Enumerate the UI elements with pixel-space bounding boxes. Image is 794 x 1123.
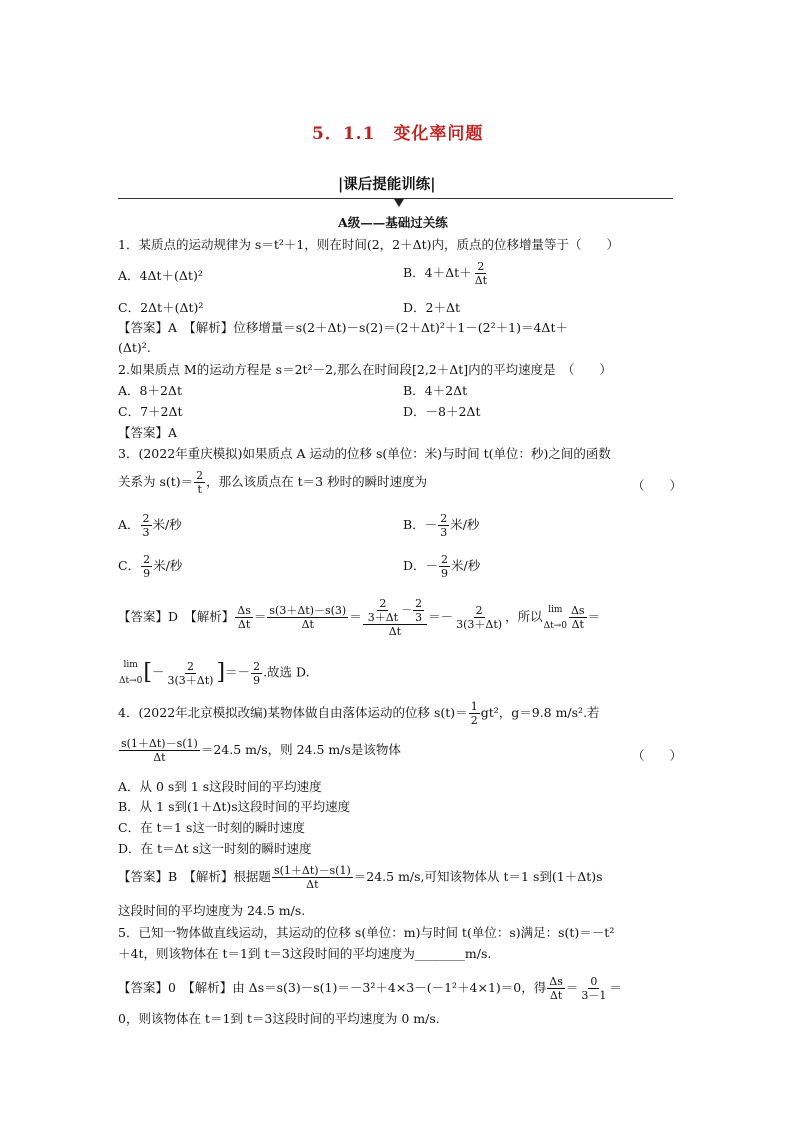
q4-stem-line2: $\frac{s(1+\Delta t)-s(1)}{\Delta t}$ ＝24.5 m/s，则 24.5 m/s是该物体 <box>121 737 401 764</box>
q3-answer-line1: 【答案】D 【解析】 $\frac{\Delta s}{\Delta t}$ ＝ $\frac{s(3+\Delta t)-s(3)}{\Delta t}$ ＝ $\frac{2}{3+\Delta t}$ － $\frac{2}{3}$ Δt ＝－ $\frac{2}{3(3+\Delta t)}$ ，所以 lim Δt→0 $\frac{\Delta s}{\Delta t}$ ＝ <box>118 597 601 638</box>
q4-option-d: D．在 t＝Δt s这一时刻的瞬时速度 <box>118 841 312 856</box>
q4-option-c: C．在 t＝1 s这一时刻的瞬时速度 <box>118 820 305 835</box>
q4-answer-line2: 这段时间的平均速度为 24.5 m/s. <box>118 903 306 918</box>
q3-answer-line2: lim Δt→0 [－ $\frac{2}{3(3+\Delta t)}$ ]＝－ $\frac{2}{9}$ .故选 D. <box>119 659 310 687</box>
q3-option-b: B．－ $\frac{2}{3}$ 米/秒 <box>403 512 480 539</box>
q4-answer-line1: 【答案】B 【解析】根据题 $\frac{s(1+\Delta t)-s(1)}{\Delta t}$ ＝24.5 m/s,可知该物体从 t＝1 s到(1＋Δt)s <box>118 864 603 891</box>
q5-answer-line2: 0，则该物体在 t＝1到 t＝3这段时间的平均速度为 0 m/s. <box>118 1011 440 1026</box>
q3-option-a: A． $\frac{2}{3}$ 米/秒 <box>118 512 182 539</box>
q3-stem-line2: 关系为 s(t)＝ $\frac{2}{t}$ ，那么该质点在 t＝3 秒时的瞬时速度为 <box>118 469 428 496</box>
page-title: 5．1.1 变化率问题 <box>312 124 484 144</box>
q1-option-c: C．2Δt＋(Δt)² <box>118 300 204 315</box>
q5-stem-line2: ＋4t，则该物体在 t＝1到 t＝3这段时间的平均速度为________m/s. <box>118 946 492 961</box>
q2-option-d: D．－8＋2Δt <box>403 404 481 419</box>
q5-answer-line1: 【答案】0 【解析】由 Δs＝s(3)－s(1)＝－3²＋4×3－(－1²＋4×1)＝0，得 $\frac{\Delta s}{\Delta t}$ ＝ $\frac{0}{3-1}$ ＝ <box>118 975 622 1002</box>
q1-option-d: D．2＋Δt <box>403 300 461 315</box>
q5-stem-line1: 5．已知一物体做直线运动，其运动的位移 s(单位：m)与时间 t(单位：s)满足：s(t)＝－t² <box>118 925 615 940</box>
section-heading: A级——基础过关练 <box>338 215 448 230</box>
triangle-marker-icon <box>394 199 404 207</box>
q4-option-b: B．从 1 s到(1＋Δt)s这段时间的平均速度 <box>118 799 351 814</box>
subtitle: |课后提能训练| <box>338 176 436 193</box>
q3-paren: （ ） <box>632 478 683 493</box>
q4-stem-line1: 4．(2022年北京模拟改编)某物体做自由落体运动的位移 s(t)＝ $\frac{1}{2}$ gt²，g＝9.8 m/s².若 <box>118 700 600 727</box>
q4-paren: （ ） <box>632 748 683 763</box>
q2-option-a: A．8＋2Δt <box>118 383 182 398</box>
q1-answer: 【答案】A 【解析】位移增量＝s(2＋Δt)－s(2)＝(2＋Δt)²＋1－(2²＋1)＝4Δt＋ <box>118 320 568 335</box>
q2-option-c: C．7＋2Δt <box>118 404 183 419</box>
q3-option-d: D．－ $\frac{2}{9}$ 米/秒 <box>403 553 481 580</box>
q2-answer: 【答案】A <box>118 425 178 440</box>
q4-option-a: A．从 0 s到 1 s这段时间的平均速度 <box>118 779 322 794</box>
q1-option-b: B．4＋Δt＋ $\frac{2}{\Delta t}$ <box>403 260 488 287</box>
q3-stem-line1: 3．(2022年重庆模拟)如果质点 A 运动的位移 s(单位：米)与时间 t(单位：秒)之间的函数 <box>118 446 611 461</box>
q2-stem: 2.如果质点 M的运动方程是 s＝2t²－2,那么在时间段[2,2＋Δt]内的平均速度是 （ ） <box>118 362 612 377</box>
q1-option-a: A．4Δt＋(Δt)² <box>118 268 203 283</box>
q2-option-b: B．4＋2Δt <box>403 383 468 398</box>
q3-option-c: C． $\frac{2}{9}$ 米/秒 <box>118 553 183 580</box>
q1-answer-cont: (Δt)². <box>118 340 151 355</box>
q1-stem: 1．某质点的运动规律为 s＝t²＋1，则在时间(2，2＋Δt)内，质点的位移增量等于（ ） <box>118 237 620 252</box>
